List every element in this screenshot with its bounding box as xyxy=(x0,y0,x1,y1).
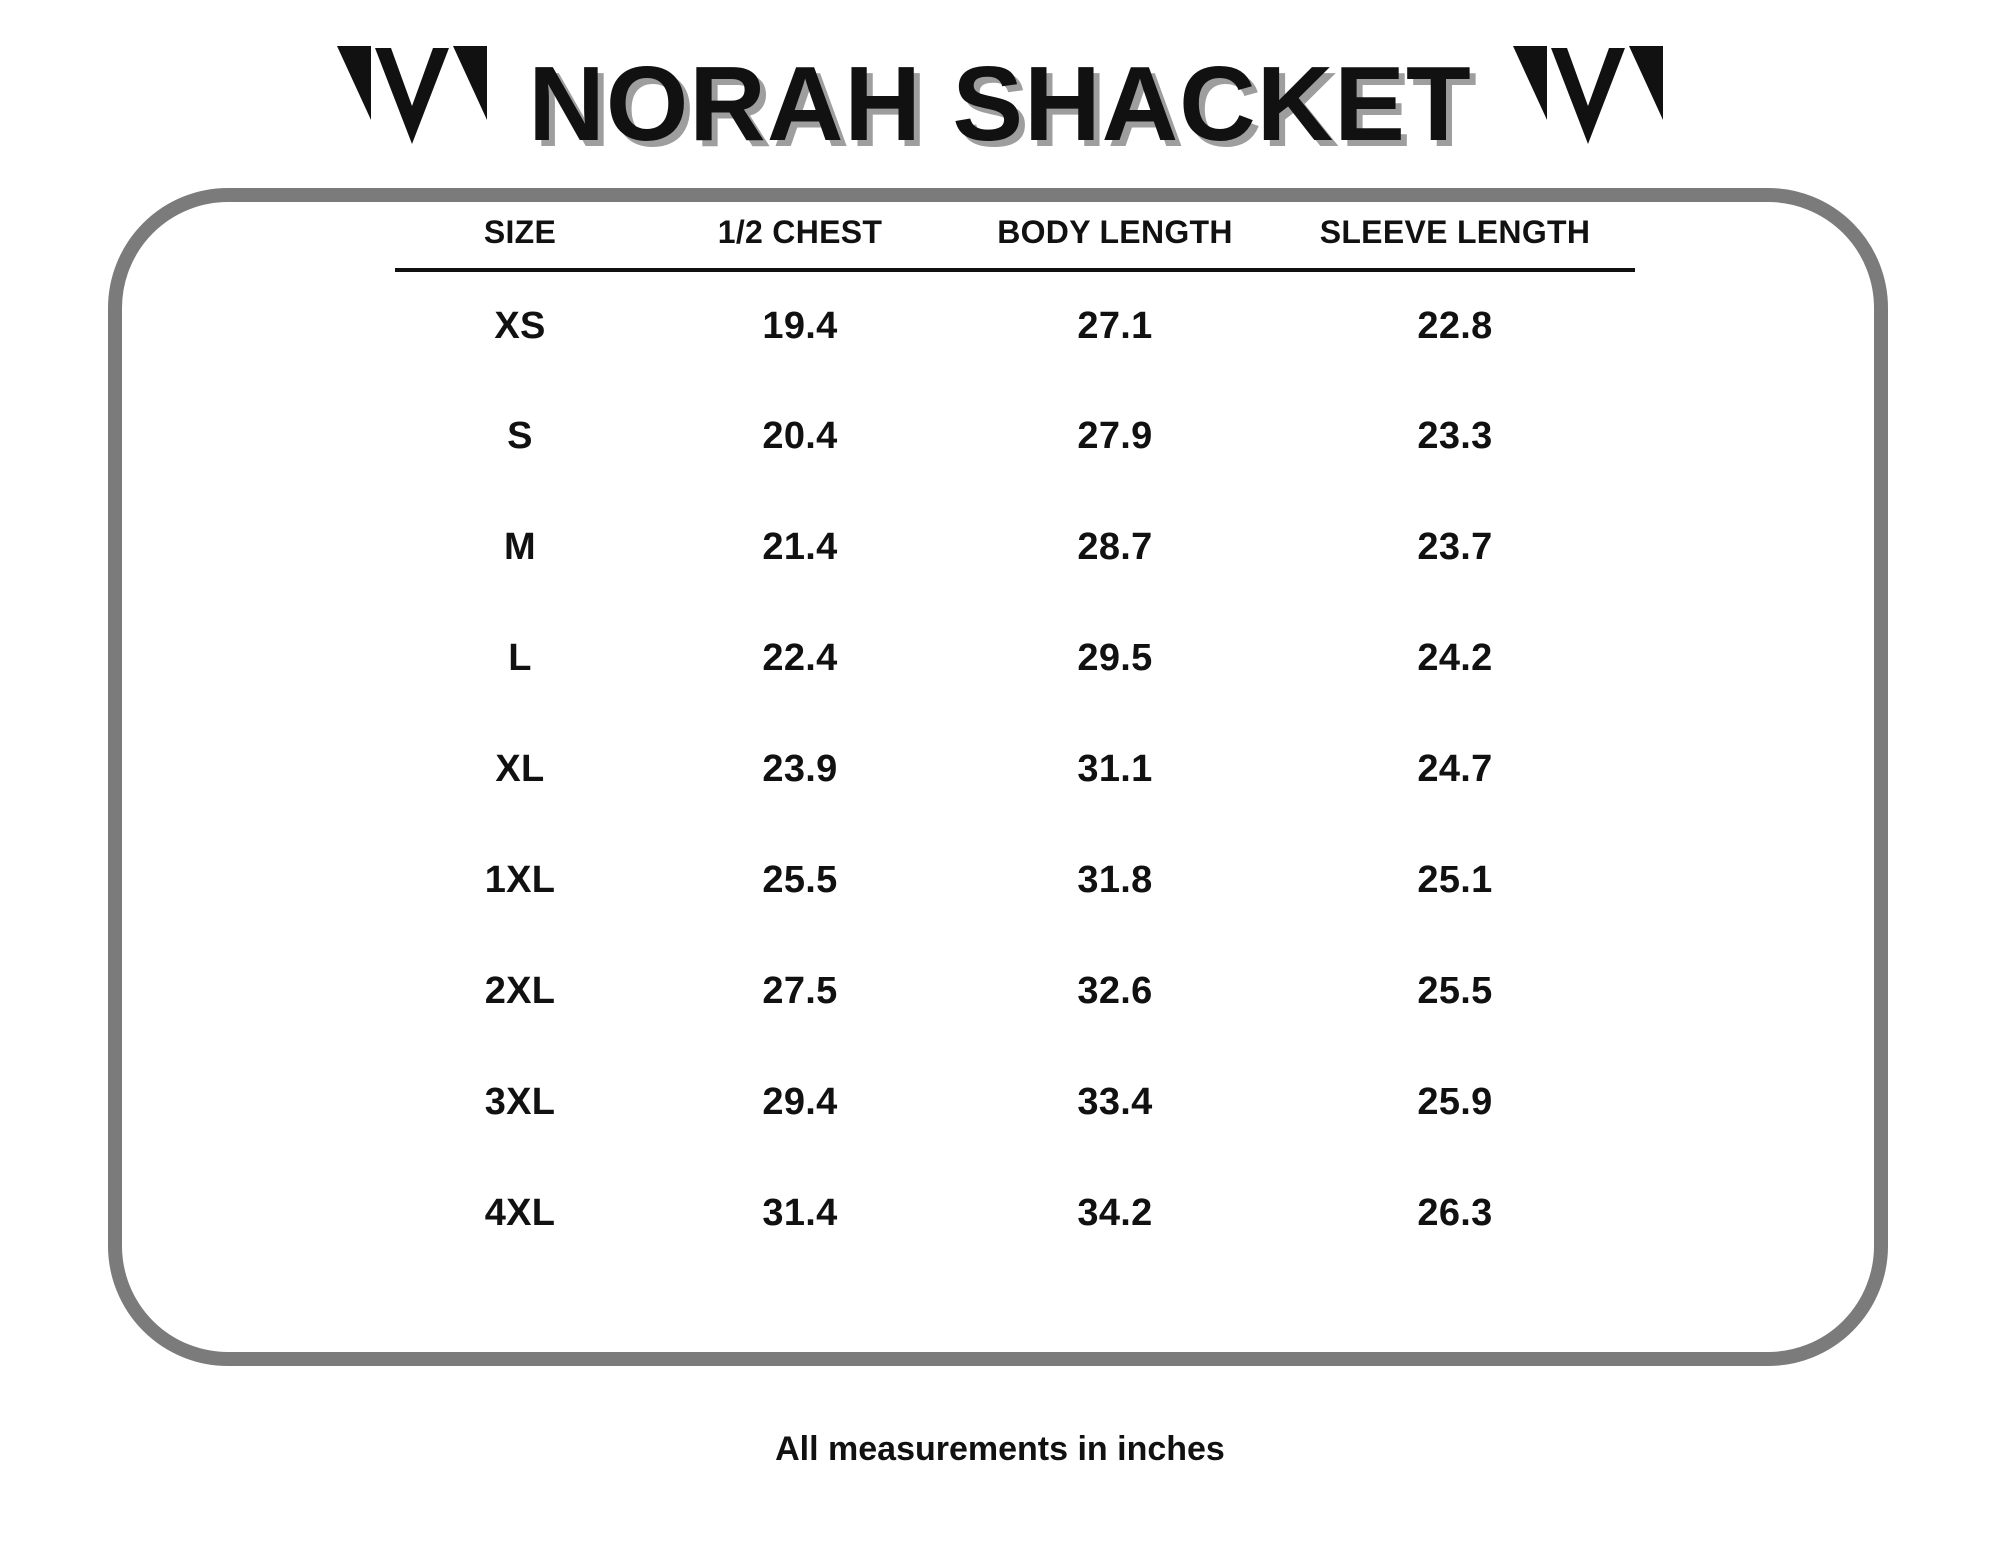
cell-half-chest: 19.4 xyxy=(762,305,838,347)
page-header xyxy=(0,30,2000,180)
cell-size: 4XL xyxy=(484,1192,556,1234)
cell-body-length: 29.5 xyxy=(1077,637,1153,679)
table-row xyxy=(395,270,1635,381)
cell-body-length: 27.9 xyxy=(1077,415,1153,457)
table-row xyxy=(395,381,1635,492)
page-title: NORAH SHACKET xyxy=(528,45,1472,164)
cell-half-chest: 22.4 xyxy=(762,637,838,679)
cell-size: S xyxy=(507,415,533,457)
table-header-row xyxy=(395,212,1635,270)
cell-sleeve-length: 26.3 xyxy=(1417,1192,1493,1234)
table-row xyxy=(395,714,1635,825)
cell-sleeve-length: 24.2 xyxy=(1417,637,1493,679)
table-body xyxy=(395,270,1635,1269)
cell-body-length: 31.1 xyxy=(1077,748,1153,790)
cell-body-length: 33.4 xyxy=(1077,1081,1153,1123)
table-row xyxy=(395,1158,1635,1269)
cell-sleeve-length: 25.1 xyxy=(1417,859,1493,901)
cell-body-length: 32.6 xyxy=(1077,970,1153,1012)
column-header-body-length: BODY LENGTH xyxy=(997,214,1233,250)
table-row xyxy=(395,492,1635,603)
cell-body-length: 31.8 xyxy=(1077,859,1153,901)
cell-size: XS xyxy=(494,305,546,347)
cell-sleeve-length: 23.7 xyxy=(1417,526,1493,568)
cell-size: XL xyxy=(495,748,545,790)
cell-sleeve-length: 23.3 xyxy=(1417,415,1493,457)
cell-size: M xyxy=(504,526,536,568)
cell-sleeve-length: 25.5 xyxy=(1417,970,1493,1012)
cell-sleeve-length: 25.9 xyxy=(1417,1081,1493,1123)
cell-body-length: 27.1 xyxy=(1077,305,1153,347)
brand-chevron-logo-left-icon xyxy=(332,45,492,165)
table-row xyxy=(395,1047,1635,1158)
size-chart-table-wrap xyxy=(395,212,1635,1269)
cell-half-chest: 21.4 xyxy=(762,526,838,568)
cell-size: 1XL xyxy=(484,859,556,901)
cell-size: 3XL xyxy=(484,1081,556,1123)
cell-size: L xyxy=(508,637,532,679)
cell-body-length: 28.7 xyxy=(1077,526,1153,568)
cell-size: 2XL xyxy=(484,970,556,1012)
table-header xyxy=(395,212,1635,270)
cell-half-chest: 20.4 xyxy=(762,415,838,457)
table-row xyxy=(395,825,1635,936)
cell-half-chest: 23.9 xyxy=(762,748,838,790)
column-header-sleeve-length: SLEEVE LENGTH xyxy=(1319,214,1591,250)
table-row xyxy=(395,603,1635,714)
cell-half-chest: 25.5 xyxy=(762,859,838,901)
cell-half-chest: 29.4 xyxy=(762,1081,838,1123)
cell-sleeve-length: 22.8 xyxy=(1417,305,1493,347)
brand-chevron-logo-right-icon xyxy=(1508,45,1668,165)
cell-sleeve-length: 24.7 xyxy=(1417,748,1493,790)
column-header-size: SIZE xyxy=(483,214,557,250)
cell-half-chest: 27.5 xyxy=(762,970,838,1012)
table-row xyxy=(395,936,1635,1047)
measurement-units-note: All measurements in inches xyxy=(775,1430,1225,1468)
size-chart-table xyxy=(395,212,1635,1269)
cell-body-length: 34.2 xyxy=(1077,1192,1153,1234)
column-header-half-chest: 1/2 CHEST xyxy=(717,214,883,250)
cell-half-chest: 31.4 xyxy=(762,1192,838,1234)
